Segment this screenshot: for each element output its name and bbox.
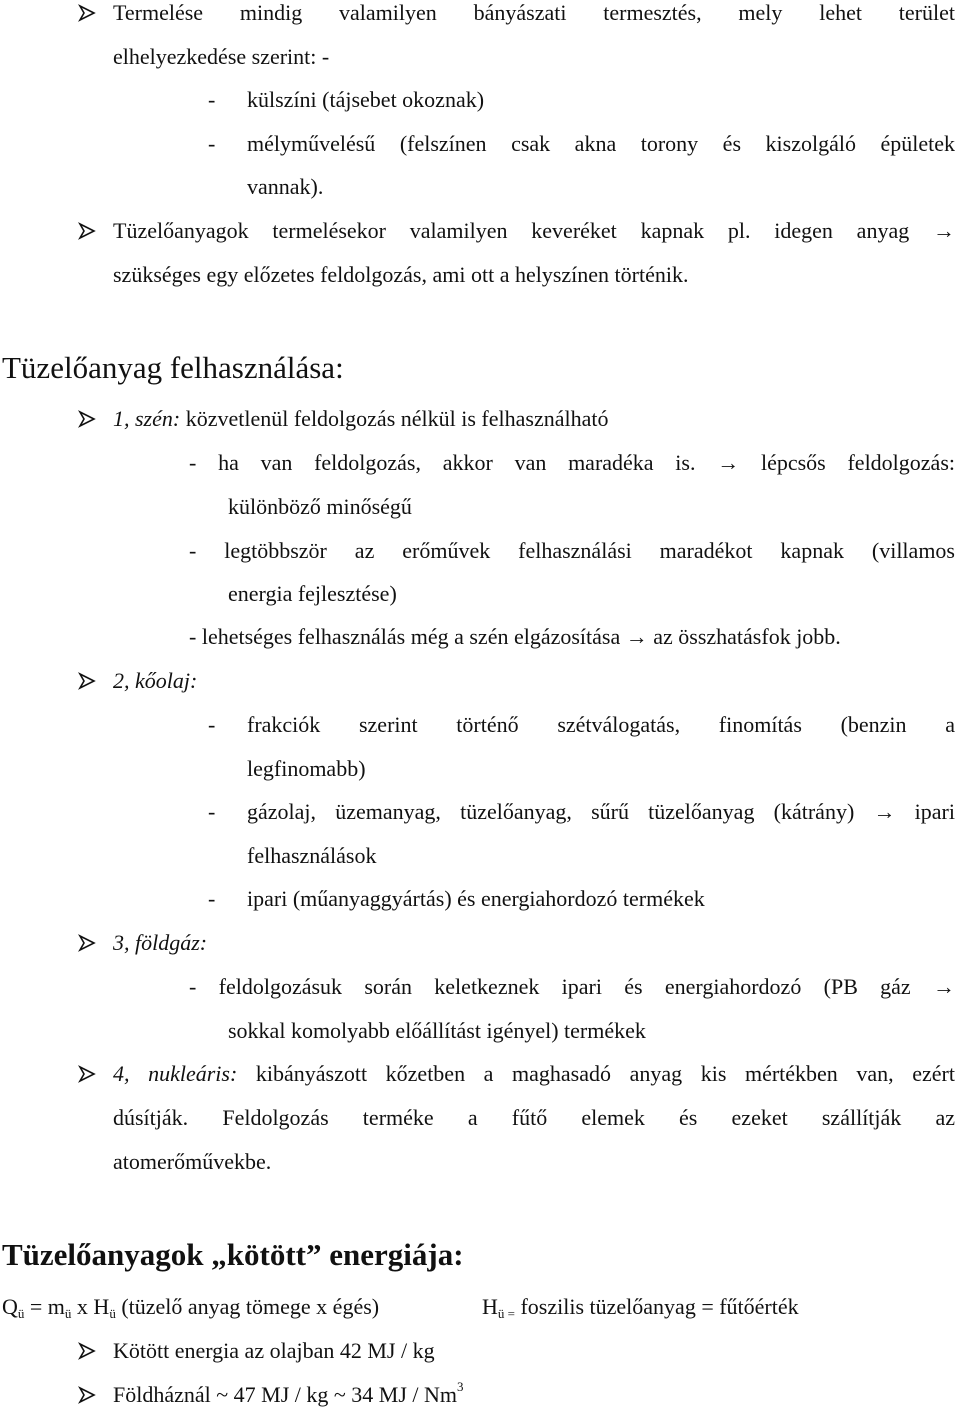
nuclear-item [113,1063,955,1085]
arrowhead-bullet-icon [78,672,96,690]
paragraph-line: elhelyezkedése szerint: - [113,44,330,69]
list-item-text: legfinomabb) [247,756,366,781]
dash-marker: - [208,131,216,156]
arrowhead-bullet-icon [78,4,96,22]
section-heading: Tüzelőanyag felhasználása: [2,350,344,385]
nuclear-label: 4, nukleáris: [113,1061,238,1086]
list-item-text: - lehetséges felhasználás még a szén elgázosítása → az összhatásfok jobb. [189,624,841,649]
dash-marker: - [208,886,216,911]
arrowhead-bullet-icon [78,1386,96,1404]
list-item-text: energia fejlesztése) [228,581,397,606]
natural-gas-energy-text: Földháznál ~ 47 MJ / kg ~ 34 MJ / Nm [113,1382,458,1407]
formula-h-sub: ü [109,1306,116,1321]
dash-marker: - [208,87,216,112]
arrowhead-bullet-icon [78,222,96,240]
energy-formula [2,1294,380,1321]
heating-value-definition [482,1294,799,1321]
paragraph-line: dúsítják. Feldolgozás terméke a fűtő elemek és ezeket szállítják az [113,1105,955,1130]
list-item-text: - feldolgozásuk során keletkeznek ipari és energiahordozó (PB gáz → [189,974,955,999]
list-item-text: - ha van feldolgozás, akkor van maradéka is. → lépcsős feldolgozás: [189,450,955,475]
formula-eq-m: = m [24,1294,65,1319]
list-item-text: ipari (műanyaggyártás) és energiahordozó termékek [247,886,705,911]
paragraph-line: Termelése mindig valamilyen bányászati termesztés, mely lehet terület [113,0,955,25]
dash-marker: - [208,799,216,824]
formula-q-sub: ü [17,1306,25,1321]
arrowhead-bullet-icon [78,1065,96,1083]
list-item-text: külszíni (tájsebet okoznak) [247,87,485,112]
list-item-text: mélyművelésű (felszínen csak akna torony és kiszolgáló épületek [247,131,955,156]
arrowhead-bullet-icon [78,934,96,952]
arrowhead-bullet-icon [78,1342,96,1360]
cubic-superscript: 3 [457,1379,464,1394]
nuclear-text: kibányászott kőzetben a maghasadó anyag kis mértékben van, ezért [237,1061,955,1086]
list-item-text: - legtöbbször az erőművek felhasználási maradékot kapnak (villamos [189,538,955,563]
formula-description: (tüzelő anyag tömege x égés) [115,1294,380,1319]
paragraph-line: Tüzelőanyagok termelésekor valamilyen keveréket kapnak pl. idegen anyag → [113,218,955,243]
coal-text: közvetlenül feldolgozás nélkül is felhasználható [180,406,609,431]
oil-label: 2, kőolaj: [113,668,198,693]
list-item-text: sokkal komolyabb előállítást igényel) termékek [228,1018,646,1043]
paragraph-line: szükséges egy előzetes feldolgozás, ami ott a helyszínen történik. [113,262,689,287]
paragraph-line: atomerőművekbe. [113,1149,272,1174]
formula-x-h: x H [71,1294,110,1319]
dash-marker: - [208,712,216,737]
gas-label: 3, földgáz: [113,930,208,955]
formula-h2-description: foszilis tüzelőanyag = fűtőérték [514,1294,799,1319]
formula-q: Q [2,1294,18,1319]
coal-label: 1, szén: [113,406,181,431]
formula-h2: H [482,1294,498,1319]
list-item-text: frakciók szerint történő szétválogatás, finomítás (benzin a [247,712,955,737]
coal-item [113,408,608,430]
formula-m-sub: ü [64,1306,72,1321]
list-item-text: különböző minőségű [228,494,412,519]
section-heading: Tüzelőanyagok „kötött” energiája: [2,1237,464,1272]
list-item-text: gázolaj, üzemanyag, tüzelőanyag, sűrű tüzelőanyag (kátrány) → ipari [247,799,955,824]
formula-h2-sub: ü = [497,1306,515,1321]
list-item-text: vannak). [247,174,324,199]
natural-gas-energy-line [113,1379,464,1407]
list-item-text: felhasználások [247,843,377,868]
paragraph-line: Kötött energia az olajban 42 MJ / kg [113,1338,435,1363]
arrowhead-bullet-icon [78,410,96,428]
